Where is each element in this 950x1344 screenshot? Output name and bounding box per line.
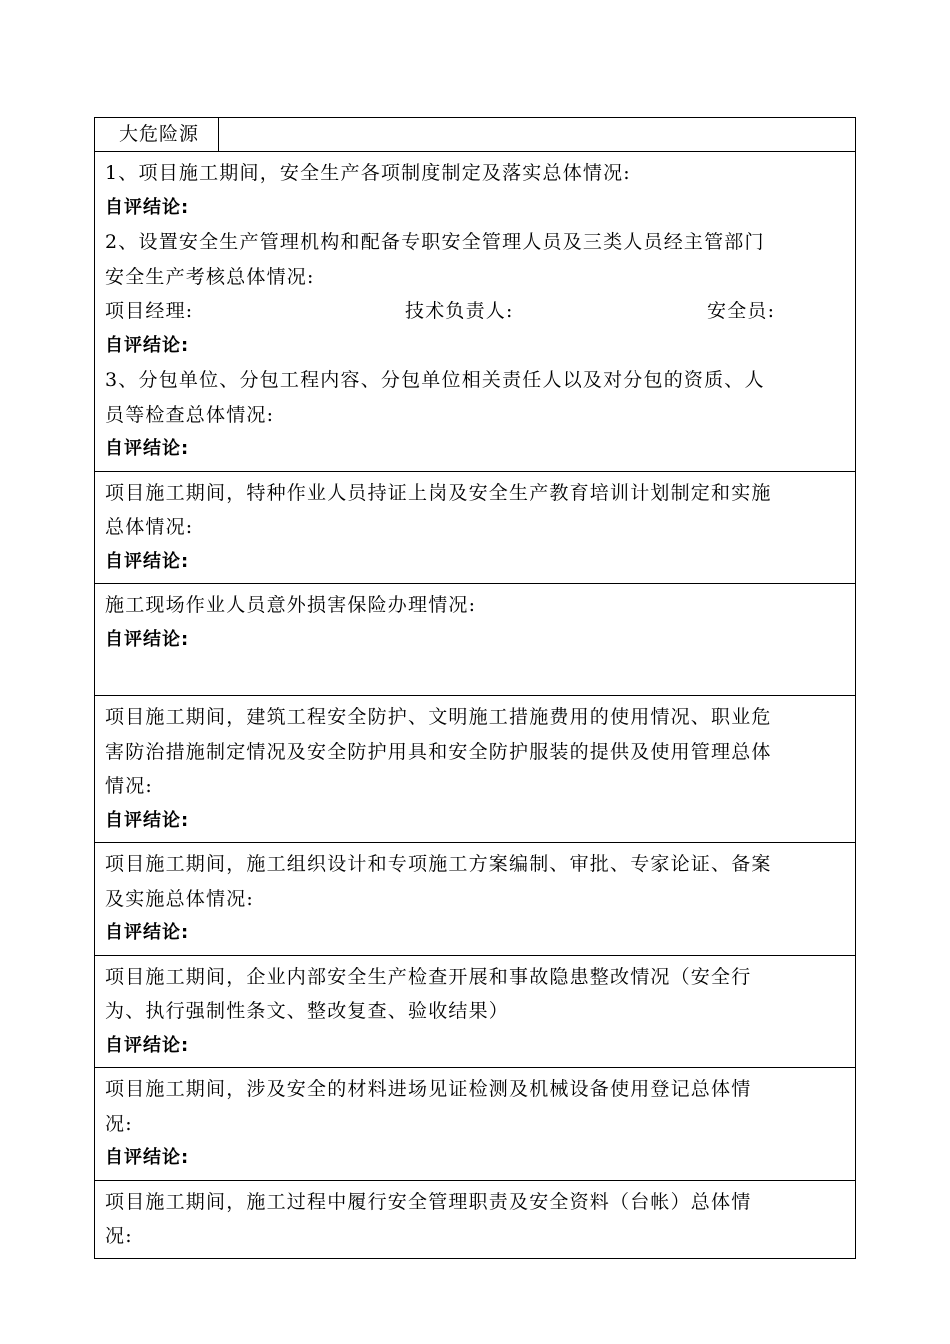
section-management-system xyxy=(94,152,856,472)
section-materials-equipment xyxy=(94,1068,856,1181)
safety-officer-label: 安全员: xyxy=(707,300,776,322)
section-internal-inspection xyxy=(94,956,856,1069)
section-text: 及实施总体情况: xyxy=(105,887,255,910)
header-label: 大危险源 xyxy=(95,118,219,151)
section-text: 为、执行强制性条文、整改复查、验收结果） xyxy=(105,1000,510,1022)
self-assessment-label: 自评结论: xyxy=(105,1147,190,1168)
section-accident-insurance xyxy=(94,584,856,696)
section-text: 安全生产考核总体情况: xyxy=(105,265,315,288)
section-text: 项目施工期间，特种作业人员持证上岗及安全生产教育培训计划制定和实施 xyxy=(105,481,772,504)
self-assessment-label: 自评结论: xyxy=(105,1034,190,1056)
self-assessment-label: 自评结论: xyxy=(105,334,190,356)
section-text: 1、项目施工期间，安全生产各项制度制定及落实总体情况: xyxy=(105,162,631,184)
section-special-workers-training xyxy=(94,472,856,585)
staff-row xyxy=(105,294,845,329)
section-text: 害防治措施制定情况及安全防护用具和安全防护服装的提供及使用管理总体 xyxy=(105,740,772,763)
self-assessment-label: 自评结论: xyxy=(105,922,190,943)
section-text: 总体情况: xyxy=(105,516,194,538)
section-text: 情况: xyxy=(105,775,154,797)
technical-lead-label: 技术负责人: xyxy=(405,300,514,322)
self-assessment-label: 自评结论: xyxy=(105,628,190,650)
header-row xyxy=(94,117,856,152)
section-text: 况: xyxy=(105,1225,133,1247)
section-text: 员等检查总体情况: xyxy=(105,403,275,426)
section-safety-records xyxy=(94,1181,856,1259)
section-text: 项目施工期间，企业内部安全生产检查开展和事故隐患整改情况（安全行 xyxy=(105,965,752,988)
section-text: 2、设置安全生产管理机构和配备专职安全管理人员及三类人员经主管部门 xyxy=(105,231,765,253)
project-manager-label: 项目经理: xyxy=(105,300,194,322)
blank-space xyxy=(105,657,845,691)
self-assessment-label: 自评结论: xyxy=(105,809,190,831)
assessment-form xyxy=(94,117,856,1259)
section-text: 3、分包单位、分包工程内容、分包单位相关责任人以及对分包的资质、人 xyxy=(105,369,765,391)
section-text: 况: xyxy=(105,1112,133,1135)
section-text: 项目施工期间，建筑工程安全防护、文明施工措施费用的使用情况、职业危 xyxy=(105,706,772,728)
section-construction-plans xyxy=(94,843,856,956)
section-text: 施工现场作业人员意外损害保险办理情况: xyxy=(105,594,477,616)
section-text: 项目施工期间，施工过程中履行安全管理职责及安全资料（台帐）总体情 xyxy=(105,1190,752,1213)
self-assessment-label: 自评结论: xyxy=(105,438,190,459)
self-assessment-label: 自评结论: xyxy=(105,550,190,572)
section-text: 项目施工期间，涉及安全的材料进场见证检测及机械设备使用登记总体情 xyxy=(105,1078,752,1100)
self-assessment-label: 自评结论: xyxy=(105,196,190,218)
header-value-cell xyxy=(219,118,855,151)
section-text: 项目施工期间，施工组织设计和专项施工方案编制、审批、专家论证、备案 xyxy=(105,853,772,875)
section-safety-protection-costs xyxy=(94,696,856,843)
